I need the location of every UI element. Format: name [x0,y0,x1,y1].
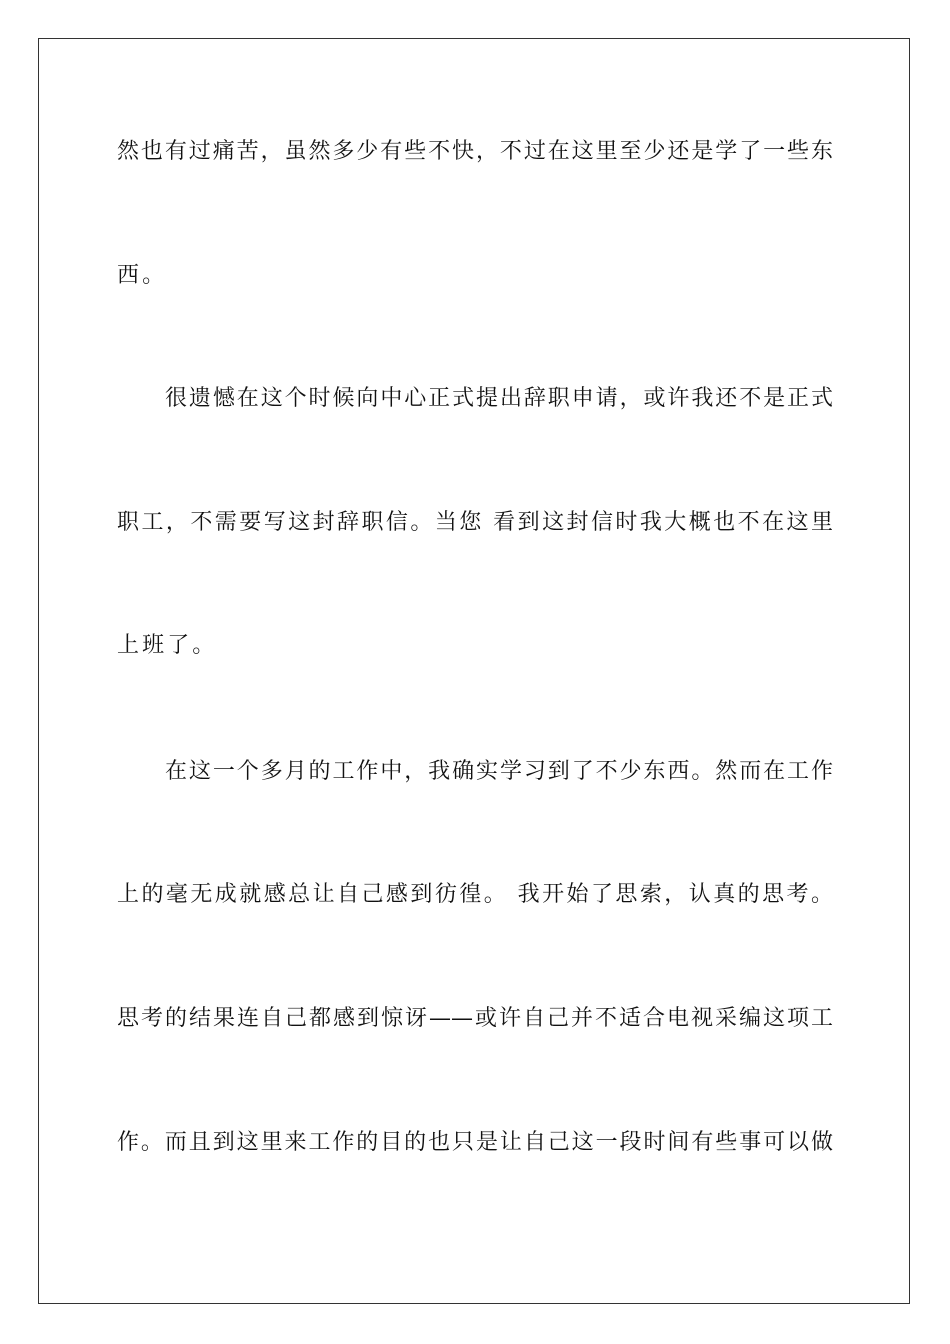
text-line: 思考的结果连自己都感到惊讶——或许自己并不适合电视采编这项工 [117,1006,833,1031]
text-line: 职工，不需要写这封辞职信。当您 看到这封信时我大概也不在这里 [117,510,833,535]
page-border [38,38,910,1304]
text-line: 西。 [117,263,168,288]
text-line: 然也有过痛苦，虽然多少有些不快，不过在这里至少还是学了一些东 [117,139,833,164]
text-line: 上的毫无成就感总让自己感到彷徨。 我开始了思索，认真的思考。 [117,882,833,907]
paragraph-first-line: 很遗憾在这个时候向中心正式提出辞职申请，或许我还不是正式 [165,386,833,411]
paragraph-first-line: 在这一个多月的工作中，我确实学习到了不少东西。然而在工作 [165,759,833,784]
text-line: 作。而且到这里来工作的目的也只是让自己这一段时间有些事可以做 [117,1130,833,1155]
text-line: 上班了。 [117,633,218,658]
